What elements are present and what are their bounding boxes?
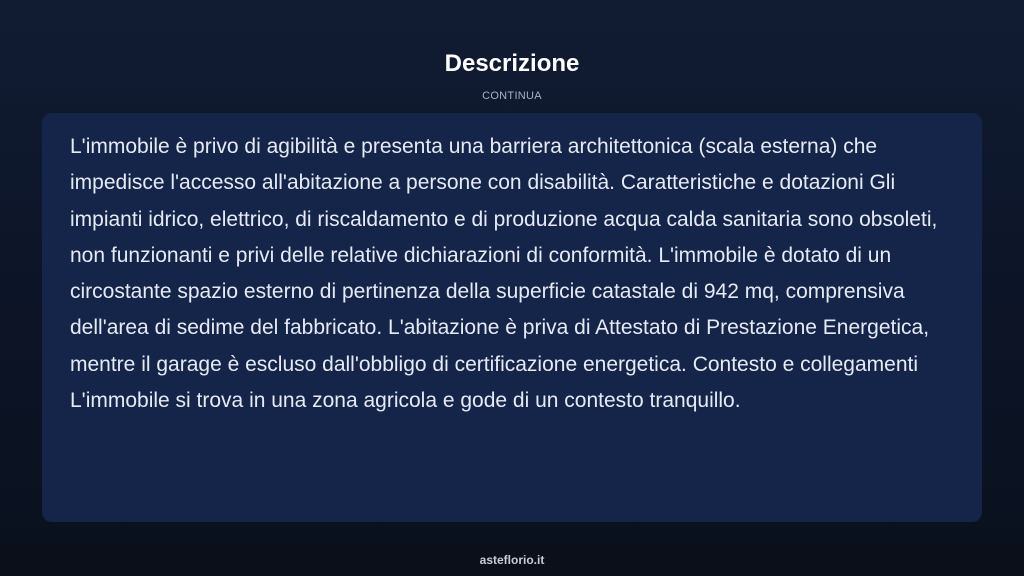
footer-bar — [0, 543, 1024, 576]
description-text: L'immobile è privo di agibilità e presenta una barriera architettonica (scala esterna) che impedisce l'accesso all'abitazione a persone con disabilità. Caratteristiche e dotazioni Gli impianti idrico, elettrico, di riscaldamento e di produzione acqua calda sanitaria sono obsoleti, non funzionanti e privi delle relative dichiarazioni di conformità. L'immobile è dotato di un circostante spazio esterno di pertinenza della superficie catastale di 942 mq, comprensiva dell'area di sedime del fabbricato. L'abitazione è priva di Attestato di Prestazione Energetica, mentre il garage è escluso dall'obbligo di certificazione energetica. Contesto e collegamenti L'immobile si trova in una zona agricola e gode di un contesto tranquillo. — [70, 135, 938, 413]
page-title: Descrizione — [444, 50, 580, 77]
footer-site-name: asteflorio.it — [479, 553, 545, 567]
description-card — [42, 113, 982, 522]
section-subtitle: CONTINUA — [482, 90, 542, 102]
